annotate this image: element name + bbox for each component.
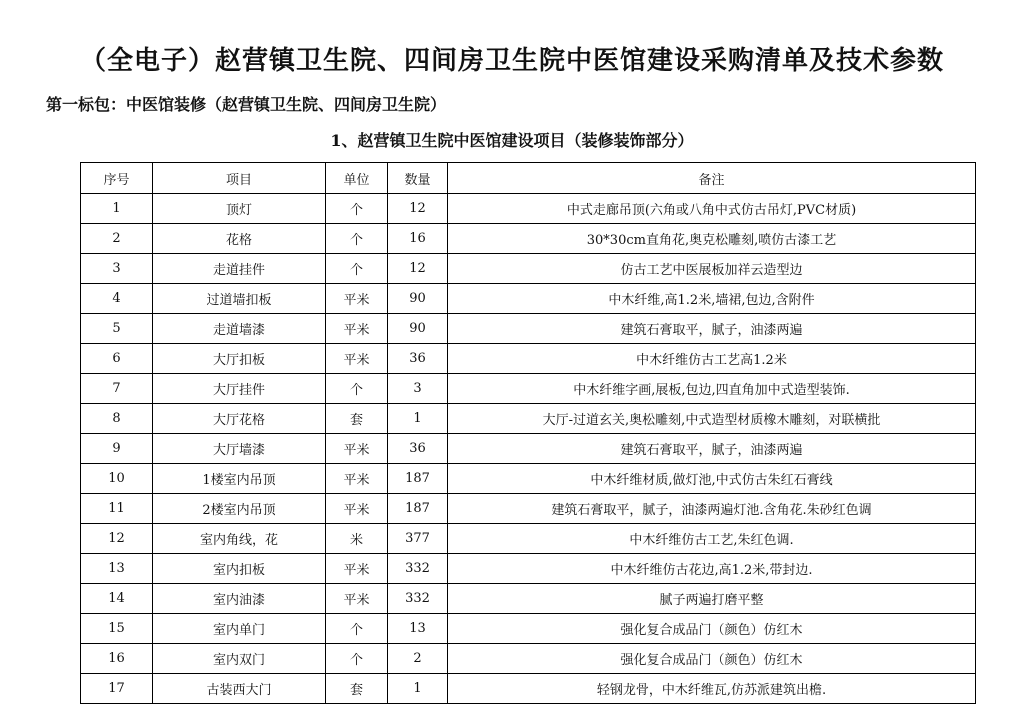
table-row <box>81 344 976 374</box>
package-heading: 第一标包：中医馆装修（赵营镇卫生院、四间房卫生院） <box>46 95 447 114</box>
table-row <box>81 674 976 704</box>
cell-quantity: 3 <box>388 374 448 404</box>
cell-unit: 套 <box>326 674 388 704</box>
cell-remarks: 建筑石膏取平，腻子，油漆两遍灯池.含角花.朱砂红色调 <box>448 494 976 524</box>
table-row <box>81 254 976 284</box>
cell-index: 15 <box>81 614 153 644</box>
table-row <box>81 614 976 644</box>
table-row <box>81 404 976 434</box>
cell-index: 4 <box>81 284 153 314</box>
cell-remarks: 中木纤维仿古工艺高1.2米 <box>448 344 976 374</box>
cell-remarks: 大厅-过道玄关,奥松雕刻,中式造型材质橡木雕刻，对联横批 <box>448 404 976 434</box>
cell-index: 16 <box>81 644 153 674</box>
cell-remarks: 强化复合成品门（颜色）仿红木 <box>448 644 976 674</box>
cell-index: 11 <box>81 494 153 524</box>
table-row <box>81 524 976 554</box>
cell-quantity: 1 <box>388 674 448 704</box>
cell-unit: 平米 <box>326 284 388 314</box>
cell-unit: 个 <box>326 194 388 224</box>
cell-item: 大厅挂件 <box>153 374 326 404</box>
cell-item: 顶灯 <box>153 194 326 224</box>
cell-quantity: 332 <box>388 554 448 584</box>
cell-unit: 个 <box>326 224 388 254</box>
cell-remarks: 中木纤维材质,做灯池,中式仿古朱红石膏线 <box>448 464 976 494</box>
table-row <box>81 464 976 494</box>
cell-quantity: 36 <box>388 344 448 374</box>
header-item: 项目 <box>153 163 326 194</box>
cell-index: 2 <box>81 224 153 254</box>
cell-quantity: 187 <box>388 494 448 524</box>
procurement-table <box>80 162 976 704</box>
cell-unit: 个 <box>326 374 388 404</box>
cell-quantity: 332 <box>388 584 448 614</box>
cell-unit: 平米 <box>326 584 388 614</box>
cell-quantity: 2 <box>388 644 448 674</box>
cell-remarks: 中木纤维仿古花边,高1.2米,带封边. <box>448 554 976 584</box>
cell-remarks: 仿古工艺中医展板加祥云造型边 <box>448 254 976 284</box>
cell-quantity: 12 <box>388 254 448 284</box>
cell-index: 3 <box>81 254 153 284</box>
cell-index: 8 <box>81 404 153 434</box>
cell-item: 过道墙扣板 <box>153 284 326 314</box>
cell-remarks: 中木纤维仿古工艺,朱红色调. <box>448 524 976 554</box>
cell-remarks: 建筑石膏取平，腻子，油漆两遍 <box>448 314 976 344</box>
cell-quantity: 90 <box>388 284 448 314</box>
cell-unit: 平米 <box>326 314 388 344</box>
cell-item: 花格 <box>153 224 326 254</box>
cell-unit: 米 <box>326 524 388 554</box>
header-quantity: 数量 <box>388 163 448 194</box>
cell-item: 室内扣板 <box>153 554 326 584</box>
cell-unit: 平米 <box>326 344 388 374</box>
header-index: 序号 <box>81 163 153 194</box>
table-row <box>81 374 976 404</box>
cell-quantity: 12 <box>388 194 448 224</box>
cell-unit: 平米 <box>326 494 388 524</box>
cell-quantity: 1 <box>388 404 448 434</box>
cell-unit: 个 <box>326 254 388 284</box>
cell-quantity: 36 <box>388 434 448 464</box>
cell-item: 室内油漆 <box>153 584 326 614</box>
cell-unit: 个 <box>326 644 388 674</box>
cell-item: 室内角线，花 <box>153 524 326 554</box>
cell-item: 大厅墙漆 <box>153 434 326 464</box>
cell-item: 走道挂件 <box>153 254 326 284</box>
cell-index: 14 <box>81 584 153 614</box>
table-row <box>81 284 976 314</box>
cell-unit: 套 <box>326 404 388 434</box>
cell-remarks: 中式走廊吊顶(六角或八角中式仿古吊灯,PVC材质) <box>448 194 976 224</box>
cell-item: 大厅花格 <box>153 404 326 434</box>
cell-item: 古装西大门 <box>153 674 326 704</box>
cell-item: 大厅扣板 <box>153 344 326 374</box>
table-row <box>81 584 976 614</box>
table-row <box>81 314 976 344</box>
cell-index: 5 <box>81 314 153 344</box>
cell-item: 走道墙漆 <box>153 314 326 344</box>
cell-item: 室内单门 <box>153 614 326 644</box>
cell-remarks: 建筑石膏取平，腻子，油漆两遍 <box>448 434 976 464</box>
cell-index: 10 <box>81 464 153 494</box>
cell-index: 7 <box>81 374 153 404</box>
cell-remarks: 轻钢龙骨，中木纤维瓦,仿苏派建筑出檐. <box>448 674 976 704</box>
cell-quantity: 377 <box>388 524 448 554</box>
cell-item: 1楼室内吊顶 <box>153 464 326 494</box>
cell-quantity: 13 <box>388 614 448 644</box>
table-header-row <box>81 163 976 194</box>
table-row <box>81 194 976 224</box>
cell-index: 6 <box>81 344 153 374</box>
table-row <box>81 494 976 524</box>
cell-index: 13 <box>81 554 153 584</box>
cell-index: 1 <box>81 194 153 224</box>
cell-quantity: 90 <box>388 314 448 344</box>
cell-quantity: 16 <box>388 224 448 254</box>
table-row <box>81 554 976 584</box>
cell-item: 2楼室内吊顶 <box>153 494 326 524</box>
cell-unit: 平米 <box>326 554 388 584</box>
cell-remarks: 中木纤维,高1.2米,墙裙,包边,含附件 <box>448 284 976 314</box>
cell-remarks: 30*30cm直角花,奥克松雕刻,喷仿古漆工艺 <box>448 224 976 254</box>
table-row <box>81 224 976 254</box>
cell-remarks: 强化复合成品门（颜色）仿红木 <box>448 614 976 644</box>
cell-index: 12 <box>81 524 153 554</box>
cell-index: 17 <box>81 674 153 704</box>
cell-unit: 平米 <box>326 464 388 494</box>
cell-quantity: 187 <box>388 464 448 494</box>
cell-item: 室内双门 <box>153 644 326 674</box>
cell-index: 9 <box>81 434 153 464</box>
header-remarks: 备注 <box>448 163 976 194</box>
cell-unit: 平米 <box>326 434 388 464</box>
document-title: （全电子）赵营镇卫生院、四间房卫生院中医馆建设采购清单及技术参数 <box>79 46 944 76</box>
cell-remarks: 腻子两遍打磨平整 <box>448 584 976 614</box>
header-unit: 单位 <box>326 163 388 194</box>
table-body <box>81 194 976 704</box>
table-row <box>81 434 976 464</box>
section-heading: 1、赵营镇卫生院中医馆建设项目（装修装饰部分） <box>330 131 694 150</box>
table-row <box>81 644 976 674</box>
cell-remarks: 中木纤维字画,展板,包边,四直角加中式造型装饰. <box>448 374 976 404</box>
cell-unit: 个 <box>326 614 388 644</box>
